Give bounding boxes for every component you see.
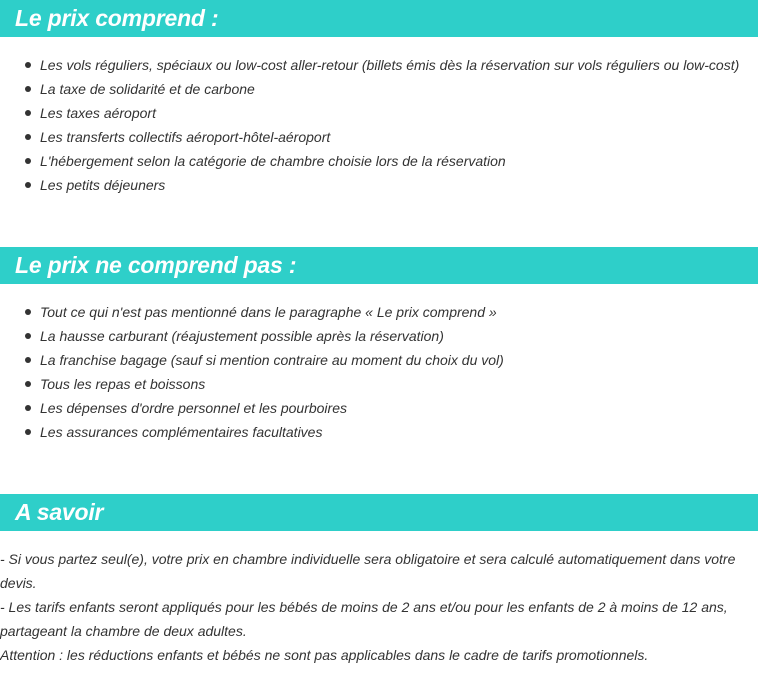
included-list: [0, 53, 739, 197]
section-header-good-to-know: [0, 494, 758, 531]
not-included-list: [0, 300, 504, 444]
bullet-icon: [25, 158, 31, 164]
bullet-icon: [25, 429, 31, 435]
list-item: Les vols réguliers, spéciaux ou low-cost aller-retour (billets émis dès la réservation sur vols réguliers ou low-cost): [0, 53, 739, 77]
bullet-icon: [25, 309, 31, 315]
section-header-included: [0, 0, 758, 37]
list-item: La hausse carburant (réajustement possible après la réservation): [0, 324, 504, 348]
list-item: Les taxes aéroport: [0, 101, 739, 125]
bullet-icon: [25, 110, 31, 116]
bullet-icon: [25, 62, 31, 68]
list-item: L'hébergement selon la catégorie de chambre choisie lors de la réservation: [0, 149, 739, 173]
bullet-icon: [25, 357, 31, 363]
list-item: Les assurances complémentaires facultatives: [0, 420, 504, 444]
bullet-icon: [25, 86, 31, 92]
section-header-not-included: [0, 247, 758, 284]
list-item: La taxe de solidarité et de carbone: [0, 77, 739, 101]
list-item: Tout ce qui n'est pas mentionné dans le paragraphe « Le prix comprend »: [0, 300, 504, 324]
good-to-know-notes: [0, 547, 756, 667]
list-item: La franchise bagage (sauf si mention contraire au moment du choix du vol): [0, 348, 504, 372]
bullet-icon: [25, 381, 31, 387]
list-item: Les dépenses d'ordre personnel et les pourboires: [0, 396, 504, 420]
section-title-not-included: Le prix ne comprend pas :: [15, 252, 297, 278]
list-item: Les petits déjeuners: [0, 173, 739, 197]
section-title-good-to-know: A savoir: [15, 499, 104, 525]
section-title-included: Le prix comprend :: [15, 5, 219, 31]
bullet-icon: [25, 182, 31, 188]
bullet-icon: [25, 134, 31, 140]
list-item: Les transferts collectifs aéroport-hôtel-aéroport: [0, 125, 739, 149]
note-solo-traveler: - Si vous partez seul(e), votre prix en chambre individuelle sera obligatoire et sera calculé automatiquement dans votre devis.: [0, 551, 736, 591]
list-item: Tous les repas et boissons: [0, 372, 504, 396]
bullet-icon: [25, 405, 31, 411]
note-attention: Attention : les réductions enfants et bébés ne sont pas applicables dans le cadre de tarifs promotionnels.: [0, 647, 649, 663]
bullet-icon: [25, 333, 31, 339]
note-child-rates: - Les tarifs enfants seront appliqués pour les bébés de moins de 2 ans et/ou pour les enfants de 2 à moins de 12 ans, partageant la chambre de deux adultes.: [0, 599, 728, 639]
